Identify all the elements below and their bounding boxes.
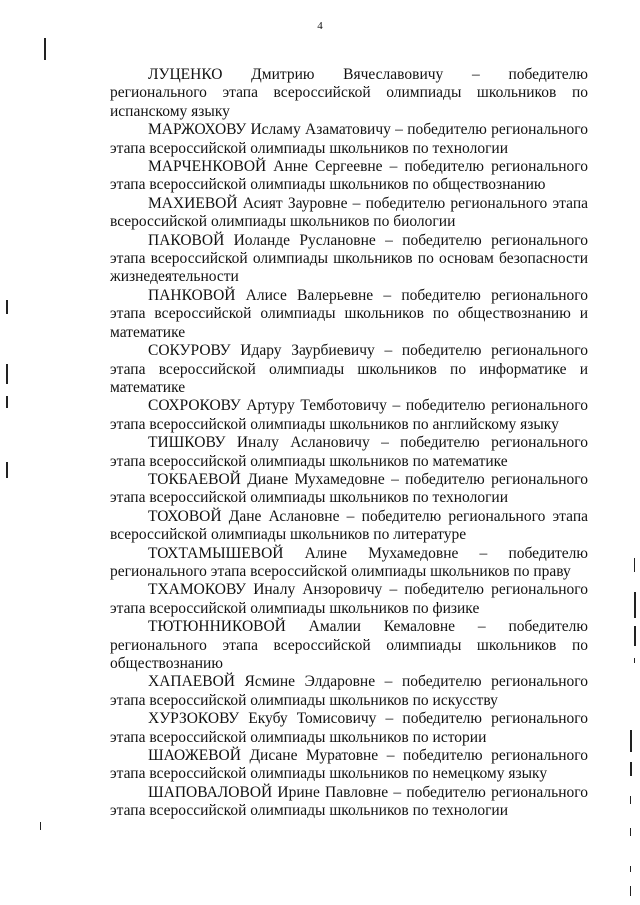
scan-artifact-mark	[630, 828, 631, 836]
scan-artifact-mark	[630, 762, 632, 776]
award-entry: МАРЧЕНКОВОЙ Анне Сергеевне – победителю регионального этапа всероссийской олимпиады школьников по обществознанию	[110, 158, 588, 194]
award-entry: ТОХТАМЫШЕВОЙ Алине Мухамедовне – победителю регионального этапа всероссийской олимпиады школьников по праву	[110, 544, 588, 580]
award-entry: МАХИЕВОЙ Асият Зауровне – победителю регионального этапа всероссийской олимпиады школьников по биологии	[110, 194, 588, 231]
award-entry: ТОКБАЕВОЙ Диане Мухамедовне – победителю регионального этапа всероссийской олимпиады школьников по технологии	[110, 470, 588, 507]
award-entry: МАРЖОХОВУ Исламу Азаматовичу – победителю регионального этапа всероссийской олимпиады школьников по технологии	[110, 121, 588, 157]
scan-artifact-mark	[634, 626, 636, 646]
award-entry: ШАОЖЕВОЙ Дисане Муратовне – победителю регионального этапа всероссийской олимпиады школьников по немецкому языку	[110, 747, 588, 783]
award-entry: ТХАМОКОВУ Иналу Анзоровичу – победителю регионального этапа всероссийской олимпиады школьников по физике	[110, 581, 588, 617]
scan-artifact-mark	[44, 38, 46, 60]
award-entry: ТИШКОВУ Иналу Аслановичу – победителю регионального этапа всероссийской олимпиады школьников по математике	[110, 434, 588, 470]
scan-artifact-mark	[6, 364, 8, 384]
scan-artifact-mark	[6, 462, 8, 478]
award-entry: ХУРЗОКОВУ Екубу Томисовичу – победителю регионального этапа всероссийской олимпиады школьников по истории	[110, 710, 588, 746]
scan-artifact-mark	[6, 300, 8, 314]
award-entry: ПАНКОВОЙ Алисе Валерьевне – победителю регионального этапа всероссийской олимпиады школьников по обществознанию и математике	[110, 286, 588, 341]
document-body	[110, 66, 588, 821]
award-entry: СОХРОКОВУ Артуру Темботовичу – победителю регионального этапа всероссийской олимпиады школьников по английскому языку	[110, 397, 588, 433]
scan-artifact-mark	[634, 658, 635, 663]
page-number: 4	[317, 20, 323, 32]
scan-artifact-mark	[630, 730, 632, 752]
scan-artifact-mark	[6, 396, 8, 408]
award-entry: ТЮТЮННИКОВОЙ Амалии Кемаловне – победителю регионального этапа всероссийской олимпиады школьников по обществознанию	[110, 618, 588, 672]
award-entry: ХАПАЕВОЙ Ясмине Элдаровне – победителю регионального этапа всероссийской олимпиады школьников по искусству	[110, 673, 588, 709]
scan-artifact-mark	[630, 796, 631, 804]
scan-artifact-mark	[634, 592, 636, 618]
award-entry: ЛУЦЕНКО Дмитрию Вячеславовичу – победителю регионального этапа всероссийской олимпиады школьников по испанскому языку	[110, 66, 588, 120]
award-entry: ШАПОВАЛОВОЙ Ирине Павловне – победителю регионального этапа всероссийской олимпиады школьников по технологии	[110, 783, 588, 820]
scan-artifact-mark	[40, 822, 41, 830]
scan-artifact-mark	[630, 866, 631, 872]
award-entry: СОКУРОВУ Идару Заурбиевичу – победителю регионального этапа всероссийской олимпиады школьников по информатике и математике	[110, 342, 588, 396]
award-entry: ТОХОВОЙ Дане Аслановне – победителю регионального этапа всероссийской олимпиады школьников по литературе	[110, 507, 588, 544]
scan-artifact-mark	[634, 558, 635, 572]
award-entry: ПАКОВОЙ Иоланде Руслановне – победителю регионального этапа всероссийской олимпиады школьников по основам безопасности жизнедеятельности	[110, 231, 588, 286]
scan-artifact-mark	[630, 886, 631, 896]
